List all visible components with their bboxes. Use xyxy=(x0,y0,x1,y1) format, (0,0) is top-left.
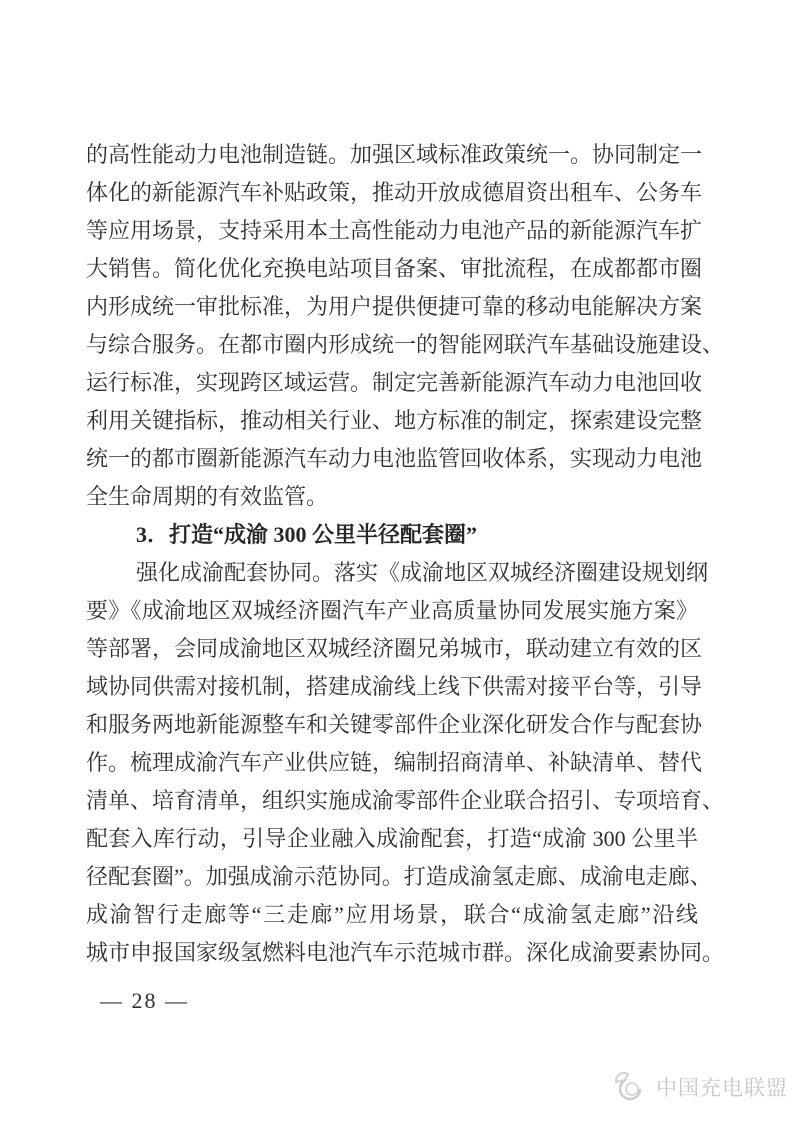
text-line: 清单、培育清单，组织实施成渝零部件企业联合招引、专项培育、 xyxy=(86,788,725,813)
watermark-label: 中国充电联盟 xyxy=(656,1076,788,1100)
section-heading: 3．打造“成渝 300 公里半径配套圈” xyxy=(136,522,478,547)
text-line: 等部署，会同成渝地区双城经济圈兄弟城市，联动建立有效的区 xyxy=(86,636,703,661)
text-line: 利用关键指标，推动相关行业、地方标准的制定，探索建设完整 xyxy=(86,408,703,433)
text-line: 要》《成渝地区双城经济圈汽车产业高质量协同发展实施方案》 xyxy=(86,598,698,623)
text-line: 城市申报国家级氢燃料电池汽车示范城市群。深化成渝要素协同。 xyxy=(86,940,725,965)
watermark xyxy=(610,1068,788,1106)
text-line: 作。梳理成渝汽车产业供应链，编制招商清单、补缺清单、替代 xyxy=(86,750,703,775)
text-line: 域协同供需对接机制，搭建成渝线上线下供需对接平台等，引导 xyxy=(86,674,703,699)
text-line: 体化的新能源汽车补贴政策，推动开放成德眉资出租车、公务车 xyxy=(86,180,703,205)
text-line: 等应用场景，支持采用本土高性能动力电池产品的新能源汽车扩 xyxy=(86,218,703,243)
text-line: 和服务两地新能源整车和关键零部件企业深化研发合作与配套协 xyxy=(86,712,703,737)
text-line: 内形成统一审批标准，为用户提供便捷可靠的移动电能解决方案 xyxy=(86,294,703,319)
text-line: 与综合服务。在都市圈内形成统一的智能网联汽车基础设施建设、 xyxy=(86,332,725,357)
text-line: 成渝智行走廊等“三走廊”应用场景，联合“成渝氢走廊”沿线 xyxy=(86,902,698,927)
text-line: 统一的都市圈新能源汽车动力电池监管回收体系，实现动力电池 xyxy=(86,446,703,471)
text-line: 的高性能动力电池制造链。加强区域标准政策统一。协同制定一 xyxy=(86,142,703,167)
text-line: 大销售。简化优化充换电站项目备案、审批流程，在成都都市圈 xyxy=(86,256,703,281)
text-line: 径配套圈”。加强成渝示范协同。打造成渝氢走廊、成渝电走廊、 xyxy=(86,864,712,889)
page-number: — 28 — xyxy=(100,988,189,1013)
text-line: 强化成渝配套协同。落实《成渝地区双城经济圈建设规划纲 xyxy=(136,560,709,585)
charging-alliance-logo-icon xyxy=(610,1068,648,1106)
text-line: 配套入库行动，引导企业融入成渝配套，打造“成渝 300 公里半 xyxy=(86,826,698,851)
text-line: 全生命周期的有效监管。 xyxy=(86,484,329,509)
text-line: 运行标准，实现跨区域运营。制定完善新能源汽车动力电池回收 xyxy=(86,370,703,395)
document-body xyxy=(86,136,725,972)
